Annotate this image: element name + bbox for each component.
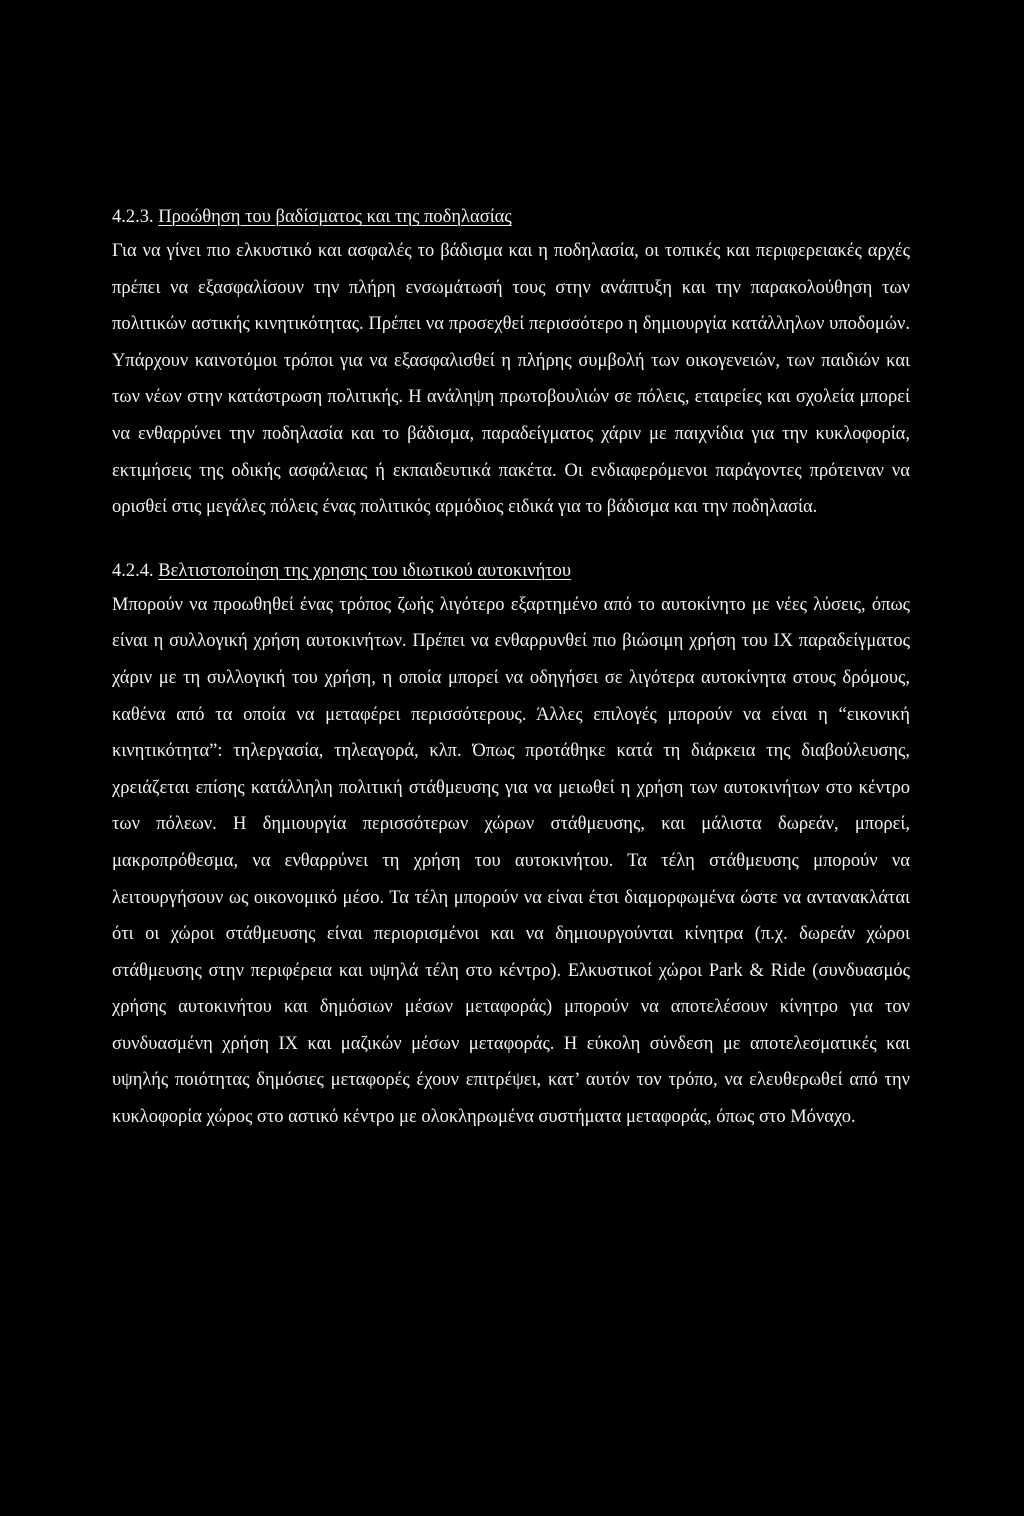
section-number: 4.2.3. [112,207,154,227]
section-4-2-4 [112,557,910,1136]
section-title: Προώθηση του βαδίσματος και της ποδηλασίας [158,207,512,227]
section-heading [112,203,910,231]
section-body: Μπορούν να προωθηθεί ένας τρόπος ζωής λιγότερο εξαρτημένο από το αυτοκίνητο με νέες λύσεις, όπως είναι η συλλογική χρήση αυτοκινήτων. Πρέπει να ενθαρρυνθεί πιο βιώσιμη χρήση του IX παραδείγματος χάριν με τη συλλογική του χρήση, η οποία μπορεί να οδηγήσει σε λιγότερα αυτοκίνητα στους δρόμους, καθένα από τα οποία να μεταφέρει περισσότερους. Άλλες επιλογές μπορούν να είναι η “εικονική κινητικότητα”: τηλεργασία, τηλεαγορά, κλπ. Όπως προτάθηκε κατά τη διάρκεια της διαβούλευσης, χρειάζεται επίσης κατάλληλη πολιτική στάθμευσης για να μειωθεί η χρήση των αυτοκινήτων στο κέντρο των πόλεων. Η δημιουργία περισσότερων χώρων στάθμευσης, και μάλιστα δωρεάν, μπορεί, μακροπρόθεσμα, να ενθαρρύνει τη χρήση του αυτοκινήτου. Τα τέλη στάθμευσης μπορούν να λειτουργήσουν ως οικονομικό μέσο. Τα τέλη μπορούν να είναι έτσι διαμορφωμένα ώστε να αντανακλάται ότι οι χώροι στάθμευσης είναι περιορισμένοι και να δημιουργούνται κίνητρα (π.χ. δωρεάν χώροι στάθμευσης στην περιφέρεια και υψηλά τέλη στο κέντρο). Ελκυστικοί χώροι Park & Ride (συνδυασμός χρήσης αυτοκινήτου και δημόσιων μέσων μεταφοράς) μπορούν να αποτελέσουν κίνητρο για τον συνδυασμένη χρήση IX και μαζικών μέσων μεταφοράς. Η εύκολη σύνδεση με αποτελεσματικές και υψηλής ποιότητας δημόσιες μεταφορές έχουν επιτρέψει, κατ’ αυτόν τον τρόπο, να ελευθερωθεί από την κυκλοφορία χώρος στο αστικό κέντρο με ολοκληρωμένα συστήματα μεταφοράς, όπως στο Μόναχο. [112,594,910,1128]
document-page [112,203,910,1136]
section-body: Για να γίνει πιο ελκυστικό και ασφαλές το βάδισμα και η ποδηλασία, οι τοπικές και περιφερειακές αρχές πρέπει να εξασφαλίσουν την πλήρη ενσωμάτωσή τους στην ανάπτυξη και την παρακολούθηση των πολιτικών αστικής κινητικότητας. Πρέπει να προσεχθεί περισσότερο η δημιουργία κατάλληλων υποδομών. Υπάρχουν καινοτόμοι τρόποι για να εξασφαλισθεί η πλήρης συμβολή των οικογενειών, των παιδιών και των νέων στην κατάστρωση πολιτικής. Η ανάληψη πρωτοβουλιών σε πόλεις, εταιρείες και σχολεία μπορεί να ενθαρρύνει την ποδηλασία και το βάδισμα, παραδείγματος χάριν με παιχνίδια για την κυκλοφορία, εκτιμήσεις της οδικής ασφάλειας ή εκπαιδευτικά πακέτα. Οι ενδιαφερόμενοι παράγοντες πρότειναν να ορισθεί στις μεγάλες πόλεις ένας πολιτικός αρμόδιος ειδικά για το βάδισμα και την ποδηλασία. [112,241,910,518]
section-heading [112,557,910,585]
section-4-2-3 [112,203,910,526]
section-title: Βελτιστοποίηση της χρησης του ιδιωτικού αυτοκινήτου [158,560,572,581]
section-number: 4.2.4. [112,560,154,581]
